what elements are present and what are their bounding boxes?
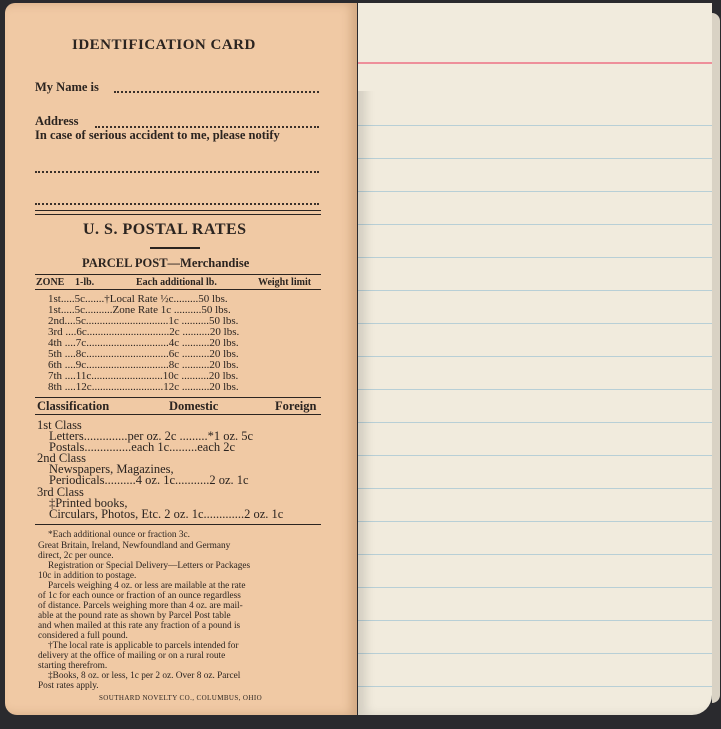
class-line: Periodicals..........4 oz. 1c...........2 oz. 1c xyxy=(49,473,249,487)
class-line: 3rd Class xyxy=(37,485,84,499)
address-label: Address xyxy=(35,114,79,128)
name-label: My Name is xyxy=(35,80,99,94)
classification-header: Classification xyxy=(37,399,110,413)
rate-row: 1st.....5c.......†Local Rate ½c.........50 lbs. xyxy=(48,293,228,305)
rate-row: 3rd ....6c..............................2c ..........20 lbs. xyxy=(48,326,240,338)
note-line: considered a full pound. xyxy=(38,631,128,641)
table-rule xyxy=(35,289,321,290)
divider xyxy=(35,210,321,211)
right-page xyxy=(358,3,712,715)
rate-row: 1st.....5c..........Zone Rate 1c ..........50 lbs. xyxy=(48,304,231,316)
rate-row: 4th ....7c..............................4c ..........20 lbs. xyxy=(48,337,239,349)
title-underline xyxy=(150,247,200,249)
table-rule xyxy=(35,274,321,275)
note-line: Registration or Special Delivery—Letters or Packages xyxy=(48,561,251,571)
header-rule xyxy=(358,62,712,64)
class-line: 1st Class xyxy=(37,418,82,432)
note-line: Great Britain, Ireland, Newfoundland and Germany xyxy=(38,541,231,551)
name-blank xyxy=(114,91,319,93)
left-page xyxy=(5,3,357,715)
note-line: †The local rate is applicable to parcels intended for xyxy=(48,641,239,651)
rate-row: 7th ....11c..........................10c ..........20 lbs. xyxy=(48,370,239,382)
note-line: delivery at the office of mailing or on a rural route xyxy=(38,651,226,661)
class-line: 2nd Class xyxy=(37,451,86,465)
table-rule xyxy=(35,524,321,525)
foreign-header: Foreign xyxy=(275,399,317,413)
notify-blank-2 xyxy=(35,203,319,205)
note-line: starting therefrom. xyxy=(38,661,108,671)
rate-row: 6th ....9c..............................8c ..........20 lbs. xyxy=(48,359,239,371)
note-line: Parcels weighing 4 oz. or less are mailable at the rate xyxy=(48,581,246,591)
rate-row: 2nd....5c..............................1c ..........50 lbs. xyxy=(48,315,239,327)
notify-label: In case of serious accident to me, please notify xyxy=(35,128,280,142)
note-line: of 1c for each ounce or fraction of an ounce regardless xyxy=(38,591,241,601)
note-line: 10c in addition to postage. xyxy=(38,571,137,581)
page-edges xyxy=(712,13,720,703)
postal-title: U. S. POSTAL RATES xyxy=(83,221,247,238)
notify-blank-1 xyxy=(35,171,319,173)
class-line: Circulars, Photos, Etc. 2 oz. 1c.............2 oz. 1c xyxy=(49,507,284,521)
class-line: ‡Printed books, xyxy=(49,496,128,510)
weight-limit-header: Weight limit xyxy=(258,277,312,288)
zone-header: ZONE xyxy=(36,277,65,288)
note-line: ‡Books, 8 oz. or less, 1c per 2 oz. Over 8 oz. Parcel xyxy=(48,671,241,681)
rate-row: 8th ....12c..........................12c ..........20 lbs. xyxy=(48,381,239,393)
note-line: able at the pound rate as shown by Parcel Post table xyxy=(38,611,231,621)
table-rule xyxy=(35,397,321,398)
printer-imprint: SOUTHARD NOVELTY CO., COLUMBUS, OHIO xyxy=(99,694,263,702)
additional-lb-header: Each additional lb. xyxy=(136,277,217,288)
class-line: Postals...............each 1c.........each 2c xyxy=(49,440,236,454)
rate-row: 5th ....8c..............................6c ..........20 lbs. xyxy=(48,348,239,360)
page-header-margin xyxy=(358,3,712,91)
note-line: Post rates apply. xyxy=(38,681,99,691)
note-line: of distance. Parcels weighing more than 4 oz. are mail- xyxy=(38,601,243,611)
table-rule xyxy=(35,414,321,415)
note-line: *Each additional ounce or fraction 3c. xyxy=(48,530,190,540)
first-lb-header: 1-lb. xyxy=(75,277,95,288)
parcel-post-title: PARCEL POST—Merchandise xyxy=(82,256,250,270)
note-line: direct, 2c per ounce. xyxy=(38,551,114,561)
domestic-header: Domestic xyxy=(169,399,219,413)
class-line: Newspapers, Magazines, xyxy=(49,462,174,476)
class-line: Letters..............per oz. 2c .........*1 oz. 5c xyxy=(49,429,254,443)
note-line: and when mailed at this rate any fraction of a pound is xyxy=(38,621,241,631)
divider xyxy=(35,214,321,215)
id-card-title: IDENTIFICATION CARD xyxy=(72,37,256,53)
